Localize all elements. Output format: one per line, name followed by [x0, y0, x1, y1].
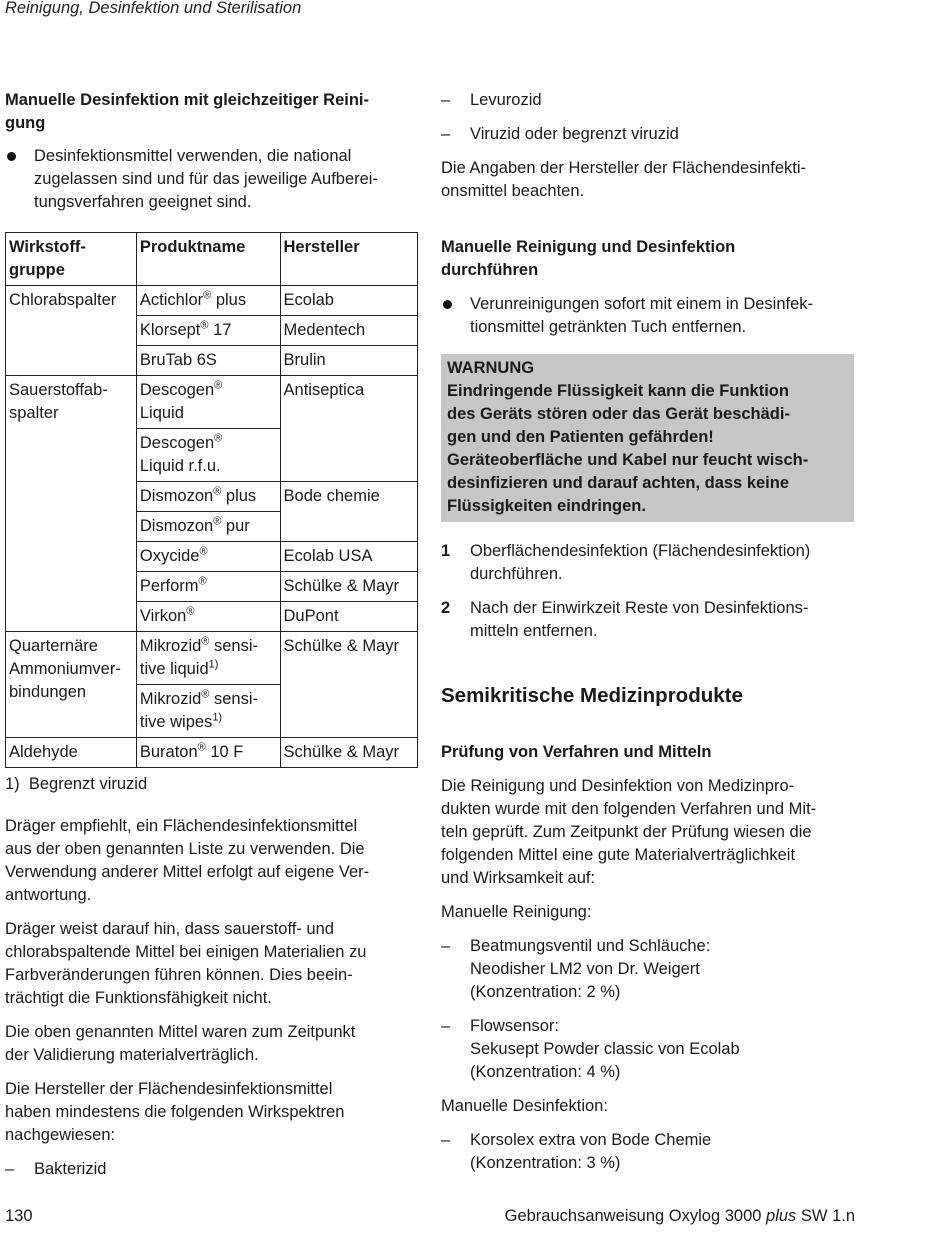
paragraph: Dräger weist darauf hin, dass sauerstoff- und chlorabspaltende Mittel bei einigen Materialien zu Farbveränderungen führen können. Dies beein- trächtigt die Funktionsfähigkeit nicht.: [5, 920, 367, 1007]
table-header-row: [6, 233, 418, 286]
bullet-dot-icon: [7, 152, 16, 161]
paragraph: Die Angaben der Hersteller der Flächendesinfekti- onsmittel beachten.: [441, 159, 807, 200]
product-cell: Klorsept® 17: [136, 316, 280, 346]
table-row: [6, 286, 418, 316]
group-cell: Aldehyde: [6, 738, 137, 768]
step-number: 2: [441, 599, 451, 617]
page-number: 130: [5, 1207, 33, 1225]
header-produktname: Produktname: [136, 233, 280, 286]
maker-cell: Schülke & Mayr: [280, 738, 417, 768]
right-column: [441, 89, 855, 1175]
maker-cell: Brulin: [280, 346, 417, 376]
product-cell: Descogen® Liquid r.f.u.: [136, 429, 280, 482]
dash-list-item: – Levurozid: [441, 89, 855, 112]
step-item: 2 Nach der Einwirkzeit Reste von Desinfektions- mitteln entfernen.: [441, 599, 809, 640]
section-title: Semikritische Medizinprodukte: [441, 684, 743, 707]
product-cell: Mikrozid® sensi- tive wipes$^{1)}$: [136, 685, 280, 738]
product-cell: Descogen® Liquid: [136, 376, 280, 429]
product-cell: Actichlor® plus: [136, 286, 280, 316]
table-row: [6, 376, 418, 429]
dash-mark: –: [441, 937, 451, 955]
step-number: 1: [441, 542, 451, 560]
paragraph: Die Hersteller der Flächendesinfektionsmittel haben mindestens die folgenden Wirkspektren nachgewiesen:: [5, 1080, 345, 1144]
document-title: Gebrauchsanweisung Oxylog 3000 plus SW 1.n: [504, 1207, 855, 1225]
product-cell: Dismozon® pur: [136, 512, 280, 542]
product-cell: Virkon®: [136, 602, 280, 632]
dash-mark: –: [441, 125, 451, 143]
dash-list-item: – Bakterizid: [5, 1158, 418, 1181]
header-hersteller: Hersteller: [280, 233, 417, 286]
product-cell: Mikrozid® sensi- tive liquid$^{1)}$: [136, 632, 280, 685]
header-wirkstoffgruppe: Wirkstoff- gruppe: [6, 233, 137, 286]
dash-mark: –: [441, 91, 451, 109]
maker-cell: DuPont: [280, 602, 417, 632]
warning-box: [441, 354, 854, 522]
maker-cell: Ecolab: [280, 286, 417, 316]
bullet-item: Verunreinigungen sofort mit einem in Desinfek- tionsmittel getränkten Tuch entfernen.: [441, 293, 855, 339]
table-row: [6, 738, 418, 768]
product-cell: Oxycide®: [136, 542, 280, 572]
disinfectant-table: [5, 232, 418, 768]
paragraph: Dräger empfiehlt, ein Flächendesinfektionsmittel aus der oben genannten Liste zu verwenden. Die Verwendung anderer Mittel erfolgt auf eigene Ver- antwortung.: [5, 817, 370, 904]
dash-list-item: – Viruzid oder begrenzt viruzid: [441, 123, 855, 146]
running-header: Reinigung, Desinfektion und Sterilisation: [5, 0, 302, 17]
group-cell: Quarternäre Ammoniumver- bindungen: [6, 632, 137, 738]
paragraph: Die Reinigung und Desinfektion von Medizinpro- dukten wurde mit den folgenden Verfahren und Mit- teln geprüft. Zum Zeitpunkt der Prüfung wiesen die folgenden Mittel eine gute Materialverträglichkeit und Wirksamkeit auf:: [441, 777, 817, 887]
dash-list-item: – Flowsensor: Sekusept Powder classic von Ecolab (Konzentration: 4 %): [441, 1017, 740, 1081]
maker-cell: Medentech: [280, 316, 417, 346]
bullet-item: Desinfektionsmittel verwenden, die national zugelassen sind und für das jeweilige Aufberei- tungsverfahren geeignet sind.: [5, 145, 418, 214]
step-item: 1 Oberflächendesinfektion (Flächendesinfektion) durchführen.: [441, 542, 811, 583]
paragraph: Manuelle Desinfektion:: [441, 1097, 608, 1115]
maker-cell: Schülke & Mayr: [280, 632, 417, 738]
bullet-dot-icon: [443, 300, 452, 309]
dash-mark: –: [5, 1160, 15, 1178]
product-cell: Perform®: [136, 572, 280, 602]
product-cell: Buraton® 10 F: [136, 738, 280, 768]
dash-mark: –: [441, 1131, 451, 1149]
maker-cell: Antiseptica: [280, 376, 417, 482]
maker-cell: Ecolab USA: [280, 542, 417, 572]
table-row: [6, 632, 418, 685]
paragraph: Manuelle Reinigung:: [441, 903, 592, 921]
paragraph: Die oben genannten Mittel waren zum Zeitpunkt der Validierung materialverträglich.: [5, 1023, 356, 1064]
subsection-heading: Prüfung von Verfahren und Mitteln: [441, 743, 712, 761]
group-cell: Chlorabspalter: [6, 286, 137, 376]
section-heading-manual-disinfection: Manuelle Desinfektion mit gleichzeitiger Reini- gung: [5, 91, 369, 132]
dash-mark: –: [441, 1017, 451, 1035]
warning-text: Eindringende Flüssigkeit kann die Funktion des Geräts stören oder das Gerät beschädi- gen und den Patienten gefährden! Geräteoberfläche und Kabel nur feucht wisch- desinfizieren und darauf achten, dass keine Flüssigkeiten eindringen.: [447, 382, 809, 515]
product-cell: Dismozon® plus: [136, 482, 280, 512]
maker-cell: Bode chemie: [280, 482, 417, 542]
maker-cell: Schülke & Mayr: [280, 572, 417, 602]
warning-title: WARNUNG: [447, 359, 535, 377]
dash-list-item: – Korsolex extra von Bode Chemie (Konzentration: 3 %): [441, 1131, 712, 1172]
left-column: [5, 89, 418, 1181]
table-footnote: 1) Begrenzt viruzid: [5, 775, 148, 793]
dash-list-item: – Beatmungsventil und Schläuche: Neodisher LM2 von Dr. Weigert (Konzentration: 2 %): [441, 937, 711, 1001]
product-cell: BruTab 6S: [136, 346, 280, 376]
group-cell: Sauerstoffab- spalter: [6, 376, 137, 632]
section-heading-manual-cleaning: Manuelle Reinigung und Desinfektion durchführen: [441, 238, 736, 279]
